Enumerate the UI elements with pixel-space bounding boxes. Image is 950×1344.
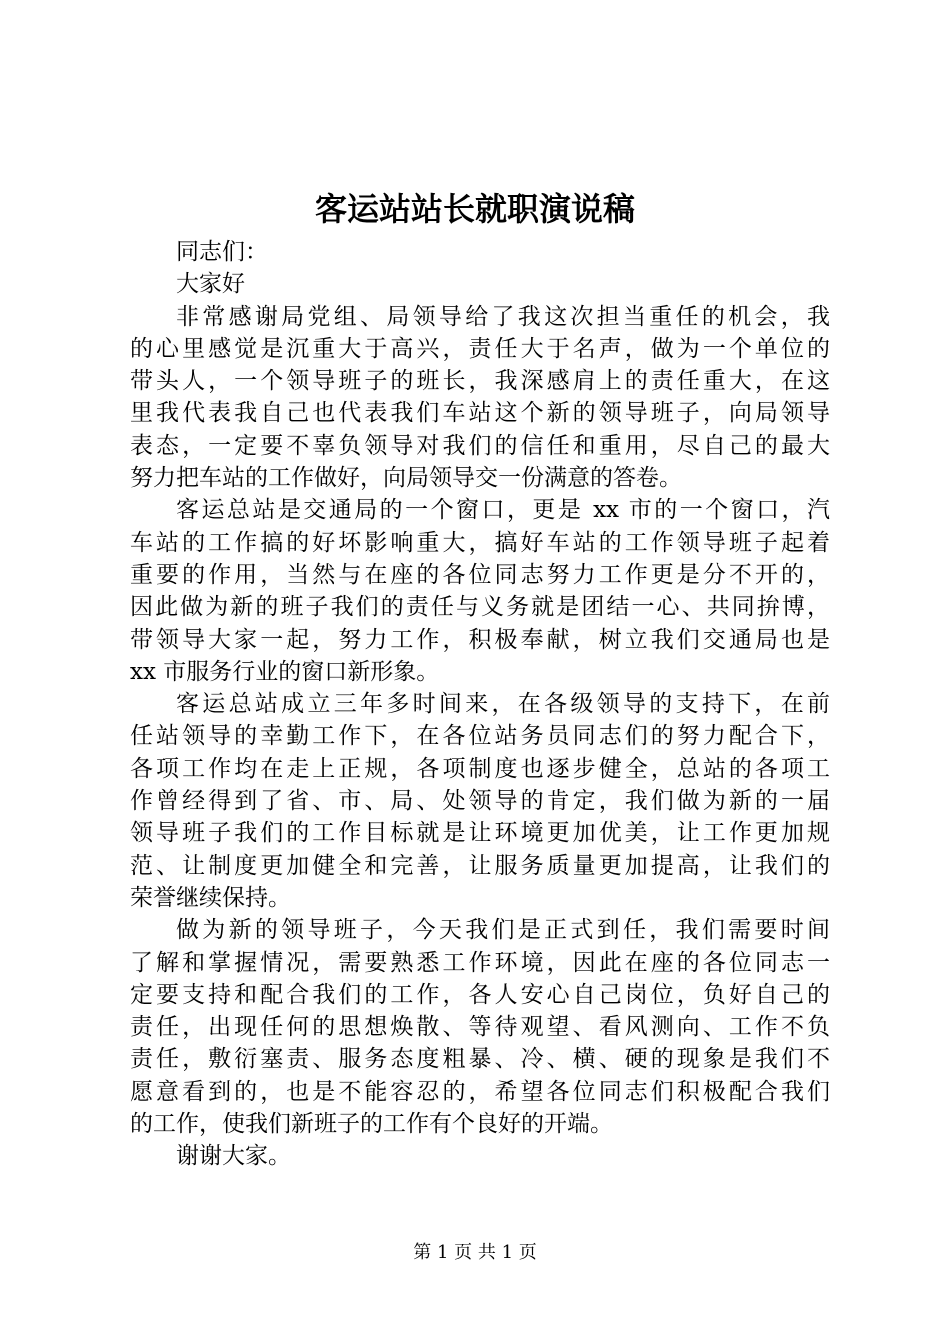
closing-line: 谢谢大家。 — [176, 1143, 291, 1170]
paragraph-line: 因此做为新的班子我们的责任与义务就是团结一心、共同拚博， — [130, 594, 830, 621]
paragraph-line: 任站领导的幸勤工作下，在各位站务员同志们的努力配合下， — [130, 723, 830, 750]
paragraph-line: 客运总站成立三年多时间来，在各级领导的支持下，在前 — [176, 691, 830, 718]
paragraph-line: 了解和掌握情况，需要熟悉工作环境，因此在座的各位同志一 — [130, 949, 830, 976]
paragraph-line: 责任，敷衍塞责、服务态度粗暴、冷、横、硬的现象是我们不 — [130, 1046, 830, 1073]
paragraph-line: 努力把车站的工作做好，向局领导交一份满意的答卷。 — [130, 465, 682, 492]
paragraph-line: 里我代表我自己也代表我们车站这个新的领导班子，向局领导 — [130, 400, 830, 427]
paragraph-line: 的心里感觉是沉重大于高兴，责任大于名声，做为一个单位的 — [130, 335, 830, 362]
paragraph — [130, 914, 830, 1140]
paragraph-line: 责任，出现任何的思想焕散、等待观望、看风测向、工作不负 — [130, 1014, 830, 1041]
paragraph-line: 各项工作均在走上正规，各项制度也逐步健全，总站的各项工 — [130, 755, 830, 782]
page-number-footer: 第 1 页 共 1 页 — [413, 1242, 537, 1263]
document-body — [130, 236, 830, 1173]
paragraph-line: 作曾经得到了省、市、局、处领导的肯定，我们做为新的一届 — [130, 788, 830, 815]
paragraph-line: 重要的作用，当然与在座的各位同志努力工作更是分不开的， — [130, 561, 830, 588]
paragraph-line: 的工作，使我们新班子的工作有个良好的开端。 — [130, 1111, 613, 1138]
paragraph-line: 荣誉继续保持。 — [130, 884, 291, 911]
paragraph — [130, 301, 830, 495]
paragraph-list — [130, 301, 830, 1141]
paragraph-line: xx 市服务行业的窗口新形象。 — [130, 658, 440, 685]
paragraph-line: 范、让制度更加健全和完善，让服务质量更加提高，让我们的 — [130, 852, 830, 879]
paragraph-line: 定要支持和配合我们的工作，各人安心自己岗位，负好自己的 — [130, 981, 830, 1008]
paragraph-line: 非常感谢局党组、局领导给了我这次担当重任的机会，我 — [176, 303, 830, 330]
paragraph — [130, 494, 830, 688]
greeting-line: 大家好 — [176, 271, 245, 298]
document-title: 客运站站长就职演说稿 — [314, 190, 635, 228]
salutation-line: 同志们： — [176, 239, 268, 265]
paragraph-line: 表态，一定要不辜负领导对我们的信任和重用，尽自己的最大 — [130, 432, 830, 459]
paragraph-line: 做为新的领导班子，今天我们是正式到任，我们需要时间 — [176, 917, 830, 944]
paragraph-line: 领导班子我们的工作目标就是让环境更加优美，让工作更加规 — [130, 820, 830, 847]
paragraph — [130, 688, 830, 914]
paragraph-line: 愿意看到的，也是不能容忍的，希望各位同志们积极配合我们 — [130, 1078, 830, 1105]
paragraph-line: 车站的工作搞的好坏影响重大，搞好车站的工作领导班子起着 — [130, 529, 830, 556]
paragraph-line: 带头人，一个领导班子的班长，我深感肩上的责任重大，在这 — [130, 368, 830, 395]
paragraph-line: 带领导大家一起，努力工作，积极奉献，树立我们交通局也是 — [130, 626, 830, 653]
paragraph-line: 客运总站是交通局的一个窗口，更是 xx 市的一个窗口，汽 — [176, 497, 830, 524]
